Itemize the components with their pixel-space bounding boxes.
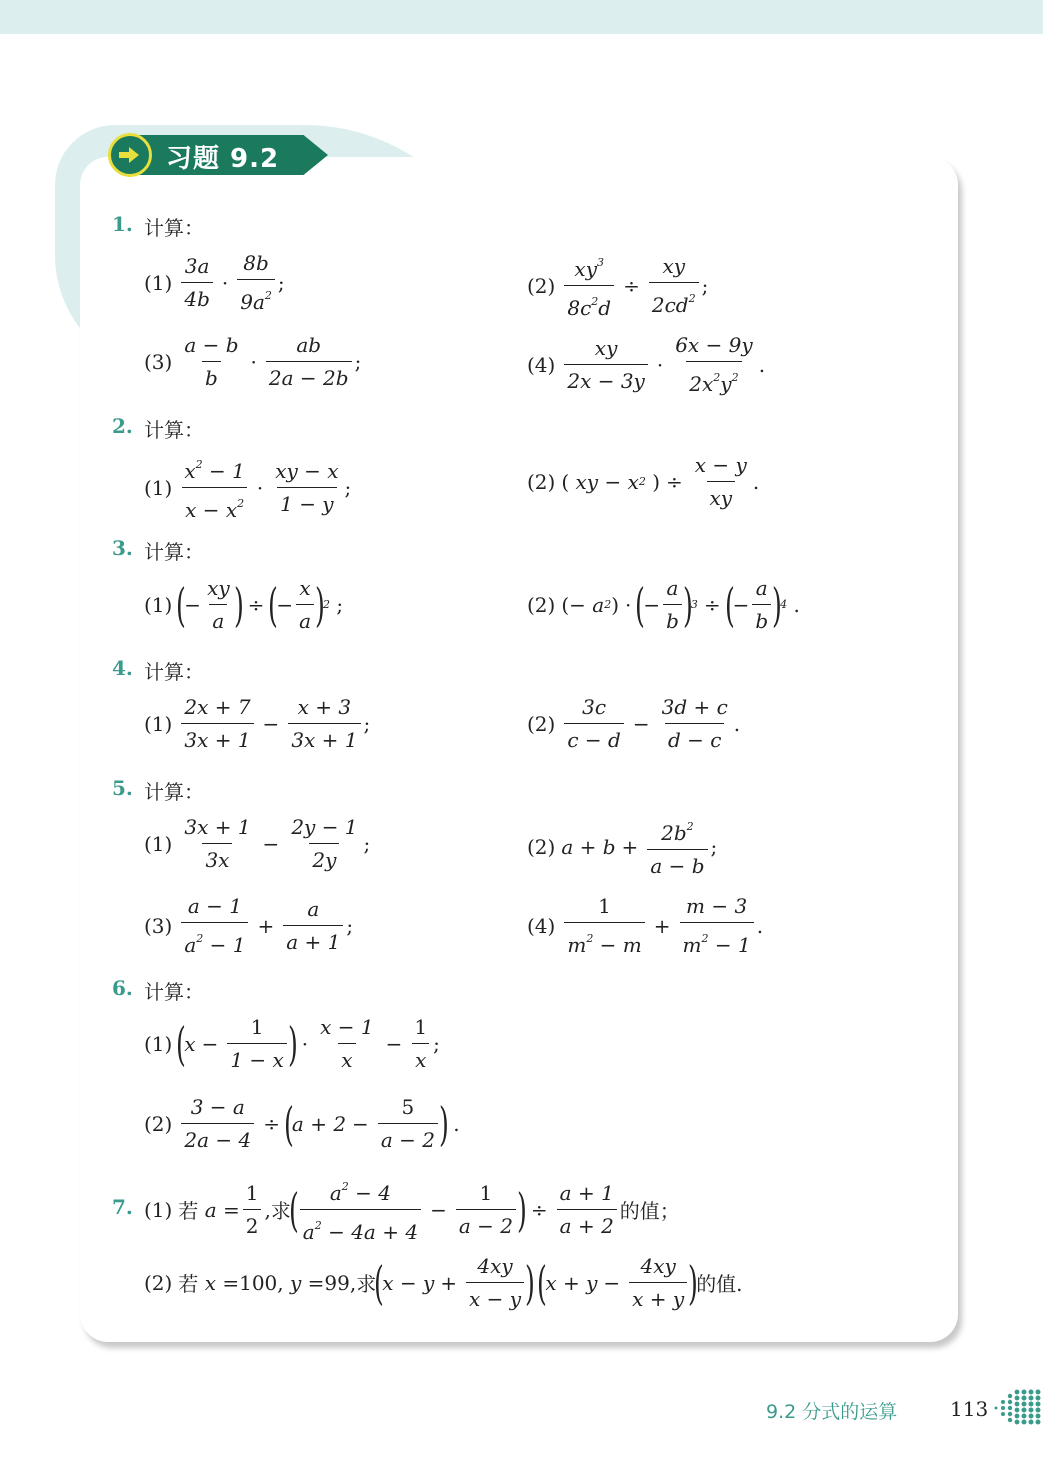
question-text: 计算：	[144, 418, 204, 442]
page-number: 113	[950, 1397, 989, 1421]
problem-7-1: (1) 若 a = 1 2 , 求 ( $a^2 - 4$ $a^2 - 4a + 4$ − $\frac{1}{a - 2}$ ) ÷ $\frac{a + 1}{a + 2}$ 的值；	[144, 1180, 680, 1244]
problem-6-2: (2) $\frac{3 - a}{2a - 4}$ ÷ ( a + 2 − $\frac{5}{a - 2}$ ) .	[144, 1095, 460, 1152]
banner-title: 习题 9.2	[166, 144, 280, 174]
problem-2-1: (1) $x^2 - 1$ $x - x^2$ · xy − x 1 − y ;	[144, 458, 352, 522]
question-text: 计算：	[144, 780, 204, 804]
dot-pattern-icon	[992, 1388, 1042, 1428]
problem-2-2: (2) ( xy − x 2 ) ÷ $\frac{x - y}{xy}$ .	[527, 453, 760, 510]
question-text: 计算：	[144, 540, 204, 564]
question-number: 5.	[112, 776, 133, 800]
question-number: 3.	[112, 536, 133, 560]
question-text: 计算：	[144, 660, 204, 684]
problem-1-2: (2) $\frac{xy^3}{8c^2d}$ ÷ $\frac{xy}{2cd^2}$ ;	[527, 254, 709, 320]
problem-4-1: (1) 2x + 7 3x + 1 − $\frac{x + 3}{3x + 1}$ ;	[144, 695, 371, 752]
question-number: 7.	[112, 1195, 133, 1219]
problem-1-4: (4) xy 2x − 3y · 6x − 9y $2x^2y^2$ .	[527, 333, 766, 396]
problem-3-1: (1) ( − $\frac{xy}{a}$ ) ÷ ( − $\frac{x}{a}$ ) 2 ;	[144, 576, 344, 633]
arrow-circle-icon	[108, 133, 152, 177]
footer-section: 9.2 分式的运算	[766, 1401, 898, 1423]
question-number: 4.	[112, 656, 133, 680]
problem-5-2: (2) a + b + $\frac{2b^2}{a - b}$ ;	[527, 820, 718, 878]
problem-7-2: (2) 若 x = 100, y = 99, 求 ( x − y + $\frac{4xy}{x - y}$ ) ( x + y − $\frac{4xy}{x + y}$ ) 的值.	[144, 1254, 743, 1311]
problem-1-1: (1) 3a 4b · 8b $9a^2$ ;	[144, 251, 285, 314]
problem-5-3: (3) a − 1 $a^2 - 1$ + $\frac{a}{a + 1}$ ;	[144, 894, 354, 957]
problem-6-1: (1) ( x − $\frac{1}{1 - x}$ ) · x − 1 x − $\frac{1}{x}$ ;	[144, 1015, 440, 1072]
question-text: 计算：	[144, 216, 204, 240]
question-number: 2.	[112, 414, 133, 438]
question-number: 1.	[112, 212, 133, 236]
top-bar	[0, 0, 1043, 34]
problem-5-4: (4) 1 $m^2 - m$ + $\frac{m - 3}{m^2 - 1}$ .	[527, 894, 764, 957]
problem-1-3: (3) a − b b · ab 2a − 2b ;	[144, 333, 362, 390]
problem-3-2: (2) ( − a 2 ) · ( − $\frac{a}{b}$ ) 3 ÷ ( − $\frac{a}{b}$ ) 4 .	[527, 576, 800, 633]
problem-4-2: (2) 3c c − d − $\frac{3d + c}{d - c}$ .	[527, 695, 741, 752]
question-text: 计算：	[144, 980, 204, 1004]
problem-5-1: (1) 3x + 1 3x − $\frac{2y - 1}{2y}$ ;	[144, 815, 371, 872]
question-number: 6.	[112, 976, 133, 1000]
section-banner	[108, 133, 328, 177]
